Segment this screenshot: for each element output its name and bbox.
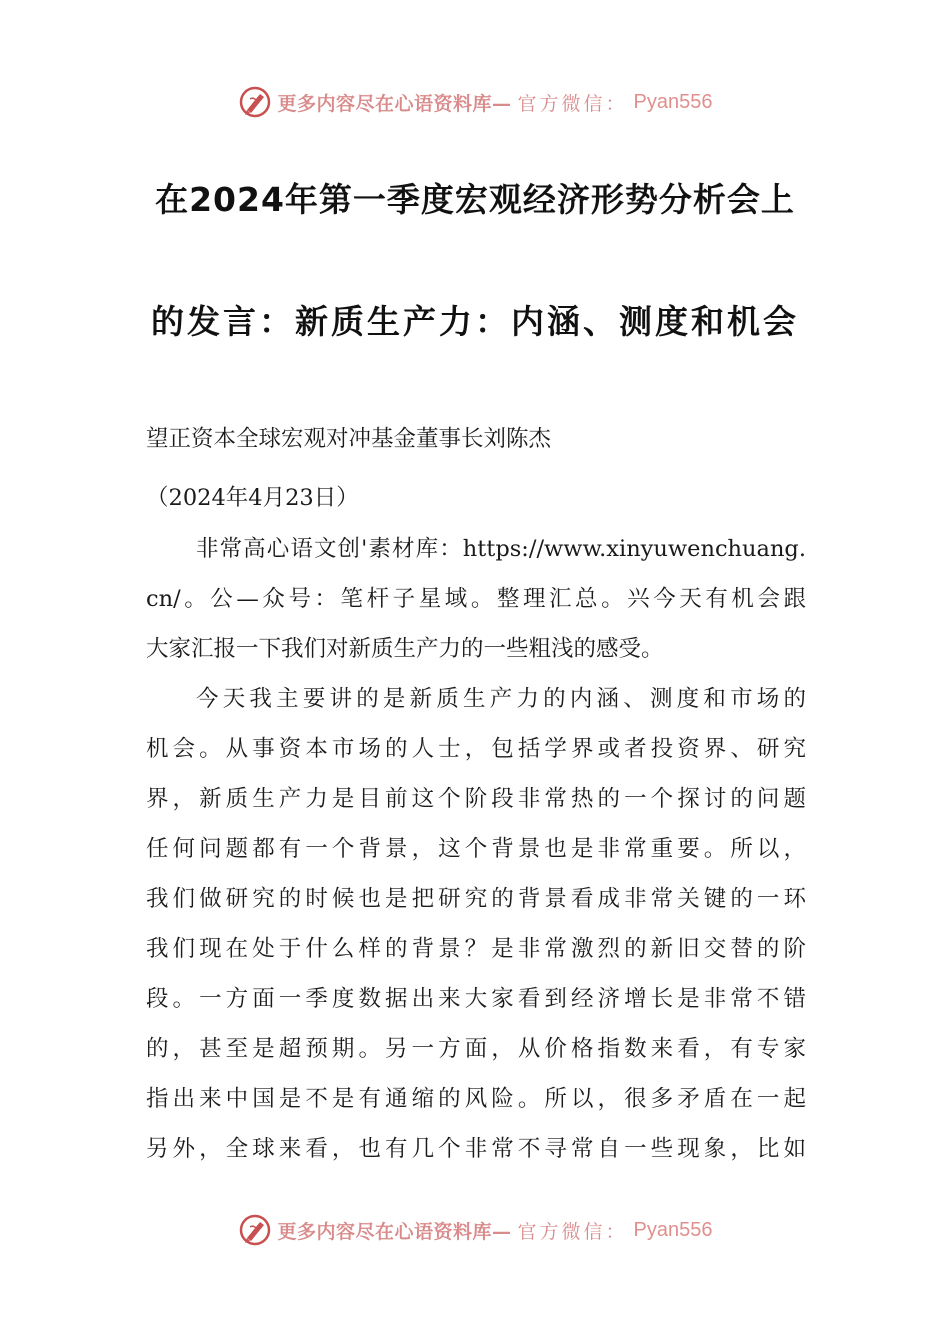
body-line: 指出来中国是不是有通缩的风险。所以，很多矛盾在一起 [146, 1086, 806, 1112]
body-line: 大家汇报一下我们对新质生产力的一些粗浅的感受。 [146, 636, 664, 662]
body-line: 机会。从事资本市场的人士，包括学界或者投资界、研究 [146, 736, 806, 762]
body-line: 的，甚至是超预期。另一方面，从价格指数来看，有专家 [146, 1036, 806, 1062]
body-line: cn/。公—众号：笔杆子星域。整理汇总。兴今天有机会跟 [146, 586, 806, 612]
date-line: （2024年4月23日） [146, 485, 359, 511]
watermark-contact-label: 官方微信： [517, 1220, 628, 1243]
pen-logo-icon [238, 85, 272, 119]
watermark-banner-top [0, 82, 950, 122]
watermark-contact-id: Pyan556 [633, 1218, 713, 1241]
body-line: 我们现在处于什么样的背景？是非常激烈的新旧交替的阶 [146, 936, 806, 962]
watermark-banner-bottom [0, 1210, 950, 1250]
body-line: 非常高心语文创'素材库：https://www.xinyuwenchuang. [196, 536, 806, 562]
document-title-line-2: 的发言：新质生产力：内涵、测度和机会 [151, 302, 799, 341]
body-line: 另外，全球来看，也有几个非常不寻常自一些现象，比如 [146, 1136, 806, 1162]
pen-logo-icon [238, 1213, 272, 1247]
body-line: 段。一方面一季度数据出来大家看到经济增长是非常不错 [146, 986, 806, 1012]
body-line: 界，新质生产力是目前这个阶段非常热的一个探讨的问题 [146, 786, 806, 812]
author-line: 望正资本全球宏观对冲基金董事长刘陈杰 [146, 426, 552, 452]
body-line: 今天我主要讲的是新质生产力的内涵、测度和市场的 [196, 686, 806, 712]
document-title-line-1: 在2024年第一季度宏观经济形势分析会上 [155, 180, 795, 219]
body-line: 任何问题都有一个背景，这个背景也是非常重要。所以， [146, 836, 806, 862]
watermark-contact-label: 官方微信： [517, 92, 628, 115]
watermark-contact-id: Pyan556 [633, 90, 713, 113]
watermark-site-text: 更多内容尽在心语资料库— [277, 1220, 512, 1243]
body-line: 我们做研究的时候也是把研究的背景看成非常关键的一环 [146, 886, 806, 912]
watermark-site-text: 更多内容尽在心语资料库— [277, 92, 512, 115]
